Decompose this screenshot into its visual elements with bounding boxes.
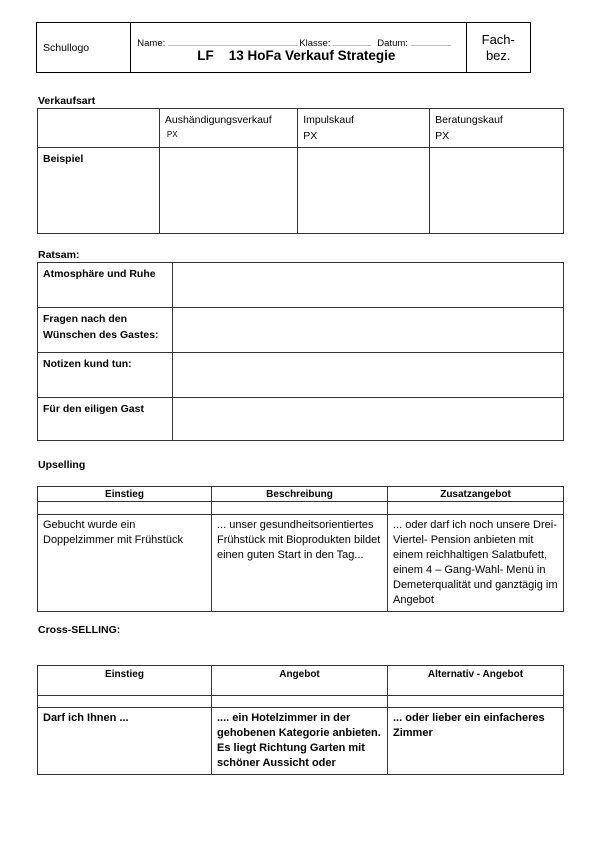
logo-cell <box>37 23 131 73</box>
ratsam-row-label: Für den eiligen Gast <box>38 398 173 441</box>
table-header: Alternativ - Angebot <box>388 666 564 696</box>
beispiel-cell-1[interactable] <box>159 148 297 234</box>
upselling-table <box>37 486 564 612</box>
ratsam-title: Ratsam: <box>38 249 80 261</box>
ratsam-row-label: Atmosphäre und Ruhe <box>38 263 173 308</box>
table-cell: ... oder lieber ein einfacheres Zimmer <box>388 708 564 775</box>
table-header: Zusatzangebot <box>388 487 564 502</box>
table-cell: .... ein Hotelzimmer in der gehobenen Kategorie anbieten. Es liegt Richtung Garten mit schöner Aussicht oder <box>212 708 388 775</box>
fach-label: Fach- bez. <box>481 31 515 63</box>
ratsam-row-cell[interactable] <box>173 353 564 398</box>
fach-cell <box>466 23 531 73</box>
ratsam-row-cell[interactable] <box>173 263 564 308</box>
name-label: Name: <box>137 38 166 49</box>
verkaufsart-title: Verkaufsart <box>38 95 96 107</box>
beispiel-label: Beispiel <box>38 148 160 234</box>
ratsam-row-label: Notizen kund tun: <box>38 353 173 398</box>
table-header: Einstieg <box>38 487 212 502</box>
ratsam-row-cell[interactable] <box>173 398 564 441</box>
table-header: Beschreibung <box>212 487 388 502</box>
col-impulskauf: Impulskauf PX <box>298 109 430 148</box>
upselling-title: Upselling <box>38 459 86 471</box>
table-cell: Gebucht wurde ein Doppelzimmer mit Frühstück <box>38 515 212 612</box>
table-header: Einstieg <box>38 666 212 696</box>
ratsam-row-label: Fragen nach den Wünschen des Gastes: <box>38 308 173 353</box>
col-aushaendigung: Aushändigungsverkauf PX <box>159 109 297 148</box>
document-title: LF 13 HoFa Verkauf Strategie <box>197 48 396 63</box>
ratsam-table <box>37 262 564 441</box>
datum-label: Datum: <box>377 38 408 49</box>
table-cell: ... unser gesundheitsorientiertes Frühstück mit Bioprodukten bildet einen guten Start in den Tag... <box>212 515 388 612</box>
klasse-label: Klasse: <box>299 38 331 49</box>
table-cell: Darf ich Ihnen ... <box>38 708 212 775</box>
verkaufsart-table <box>37 108 564 234</box>
header-table <box>36 22 531 73</box>
table-cell: ... oder darf ich noch unsere Drei-Viertel- Pension anbieten mit einem reichhaltigen Salatbufett, einem 4 – Gang-Wahl- Menü in Demeterqualität und ganztägig im Angebot <box>388 515 564 612</box>
cross-selling-table <box>37 665 564 775</box>
school-logo: Schullogo <box>43 41 90 54</box>
beispiel-cell-2[interactable] <box>298 148 430 234</box>
beispiel-cell-3[interactable] <box>430 148 564 234</box>
header-main-cell <box>131 23 466 73</box>
col-beratungskauf: Beratungskauf PX <box>430 109 564 148</box>
table-header: Angebot <box>212 666 388 696</box>
cross-selling-title: Cross-SELLING: <box>38 624 121 636</box>
ratsam-row-cell[interactable] <box>173 308 564 353</box>
